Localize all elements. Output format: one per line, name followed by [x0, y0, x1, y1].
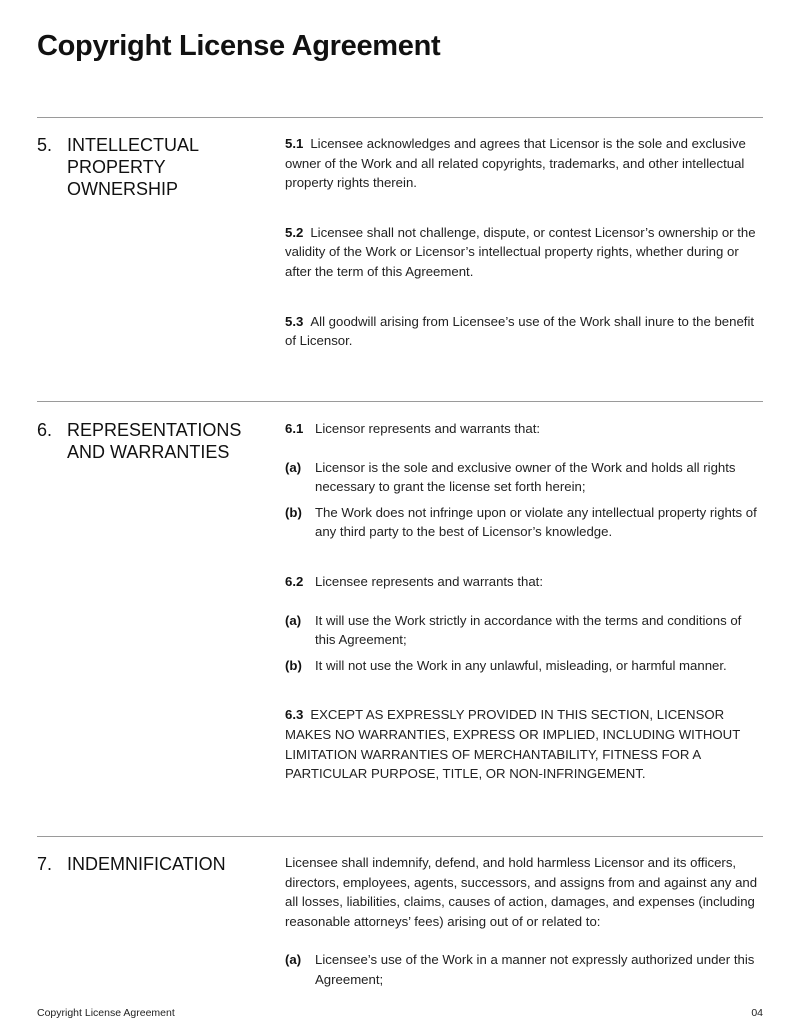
section-title: INTELLECTUAL PROPERTY OWNERSHIP	[67, 135, 199, 199]
clause-7-items	[285, 950, 763, 989]
section-heading	[37, 419, 257, 463]
clause-5-2	[285, 223, 763, 282]
item-text: It will not use the Work in any unlawful, misleading, or harmful manner.	[315, 657, 727, 673]
section-title: REPRESENTATIONS AND WARRANTIES	[67, 420, 242, 462]
clause-5-1	[285, 134, 763, 193]
clause-6-1	[285, 419, 763, 439]
clause-6-1-items	[285, 458, 763, 542]
section-number: 5.	[37, 135, 53, 155]
clause-7-intro: Licensee shall indemnify, defend, and hold harmless Licensor and its officers, directors, employees, agents, successors, and assigns from and against any and all losses, liabilities, claims, causes of action, damages, and expenses (including reasonable attorneys’ fees) arising out of or related to:	[285, 855, 758, 929]
clause-text: Licensee represents and warrants that:	[315, 573, 543, 589]
list-item	[285, 656, 763, 676]
section-heading	[37, 134, 257, 200]
clause-text: Licensee shall not challenge, dispute, or contest Licensor’s ownership or the validity of the Work or Licensor’s intellectual property rights, whether during or after the term of this Agreement.	[285, 224, 756, 279]
section-number: 6.	[37, 420, 53, 440]
clause-text: All goodwill arising from Licensee’s use of the Work shall inure to the benefit of Licensor.	[285, 313, 755, 349]
clause-number: 6.1	[285, 421, 304, 436]
item-label: (a)	[285, 459, 302, 475]
item-label: (b)	[285, 504, 302, 520]
clause-number: 5.1	[285, 136, 304, 151]
section-body	[285, 853, 763, 990]
section-divider	[37, 401, 763, 402]
section-body	[285, 134, 763, 351]
section-body	[285, 419, 763, 784]
clause-text: Licensor represents and warrants that:	[315, 421, 541, 436]
clause-number: 5.2	[285, 224, 304, 240]
item-label: (b)	[285, 657, 302, 673]
item-label: (a)	[285, 952, 302, 968]
section-heading	[37, 853, 257, 875]
list-item	[285, 458, 763, 497]
clause-number: 6.2	[285, 573, 304, 589]
footer-page-number: 04	[751, 1007, 763, 1019]
clause-6-3	[285, 705, 763, 783]
section-title: INDEMNIFICATION	[67, 854, 226, 874]
clause-6-2-items	[285, 611, 763, 676]
item-text: The Work does not infringe upon or violate any intellectual property rights of any third party to the best of Licensor’s knowledge.	[315, 504, 757, 540]
section-number: 7.	[37, 854, 53, 874]
section-divider	[37, 117, 763, 118]
footer-document-name: Copyright License Agreement	[37, 1007, 175, 1019]
document-title: Copyright License Agreement	[37, 30, 441, 62]
list-item	[285, 611, 763, 650]
clause-text: Licensee acknowledges and agrees that Licensor is the sole and exclusive owner of the Work and all related copyrights, trademarks, and other intellectual property rights therein.	[285, 136, 746, 191]
clause-5-3	[285, 312, 763, 351]
list-item	[285, 950, 763, 989]
clause-number: 6.3	[285, 707, 304, 723]
section-divider	[37, 836, 763, 837]
item-text: Licensor is the sole and exclusive owner of the Work and holds all rights necessary to grant the license set forth herein;	[315, 459, 736, 495]
clause-6-2	[285, 572, 763, 592]
list-item	[285, 503, 763, 542]
item-label: (a)	[285, 612, 302, 628]
clause-text: EXCEPT AS EXPRESSLY PROVIDED IN THIS SECTION, LICENSOR MAKES NO WARRANTIES, EXPRESS OR IMPLIED, INCLUDING WITHOUT LIMITATION WARRANTIES OF MERCHANTABILITY, FITNESS FOR A PARTICULAR PURPOSE, TITLE, OR NON-INFRINGEMENT.	[285, 707, 741, 782]
clause-number: 5.3	[285, 313, 304, 329]
item-text: Licensee’s use of the Work in a manner not expressly authorized under this Agreement;	[315, 952, 755, 987]
item-text: It will use the Work strictly in accordance with the terms and conditions of this Agreement;	[315, 612, 742, 648]
